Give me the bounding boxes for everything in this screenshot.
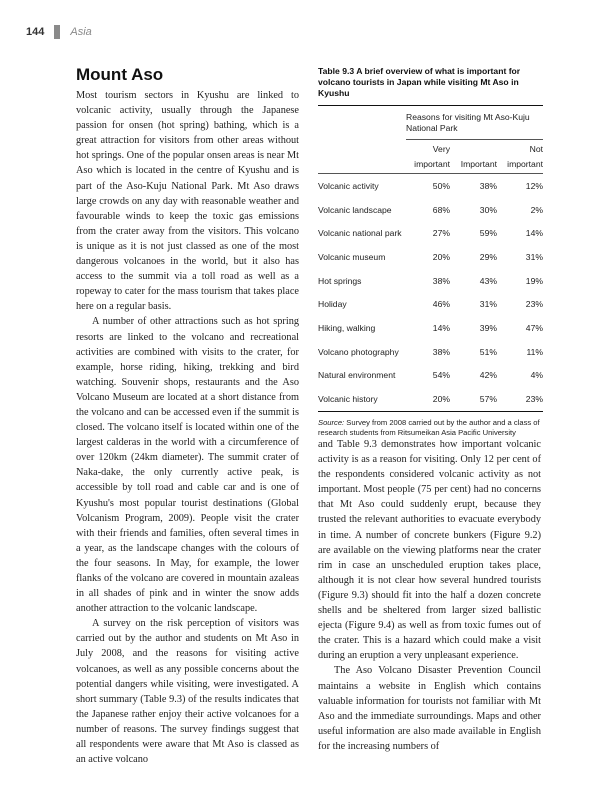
cell-very: 54%: [432, 370, 450, 381]
cell-very: 46%: [432, 299, 450, 310]
source-label: Source:: [318, 417, 345, 427]
paragraph-3: A survey on the risk perception of visitors was carried out by the author and students on Mt Aso in July 2008, and the reasons for visiting active volcanoes, as well as any possible concerns about the potential dangers while visiting, were investigated. A short summary (Table 9.3) of the results indicates that the Japanese rather enjoy their active volcanoes for a number of reasons. The survey findings suggest that all respondents were aware that Mt Aso is classed as an active volcano: [76, 618, 299, 766]
row-label: Volcanic activity: [318, 180, 379, 191]
row-label: Volcanic history: [318, 394, 378, 405]
cell-not: 12%: [525, 180, 543, 191]
cell-not: 23%: [525, 299, 543, 310]
col-important-label: Important: [460, 158, 497, 169]
cell-not: 19%: [525, 275, 543, 286]
right-column: [318, 437, 541, 754]
cell-important: 42%: [479, 370, 497, 381]
table-grid: [318, 106, 543, 139]
cell-very: 20%: [432, 251, 450, 262]
paragraph-2: A number of other attractions such as hot spring resorts are linked to the volcano and recreational activities are combined with visits to the crater, for example, horse riding, hiking, trekking and bird watching. Souvenir shops, restaurants and the Aso Volcano Museum are located at a short distance from the volcano and can be accessed even if the summit is closed. The volcano itself is located within one of the largest calderas in the world with a circumference of over 120km (24km diameter). The summit crater of Naka-dake, the only currently active peak, is accessible by toll road and cable car and is one of Kyushu's most popular tourist destinations (Global Volcanism Program, 2009). People visit the crater with their friends and families, often several times in a year, as the landscape changes with the colours of the four seasons. In May, for example, the lower flanks of the volcano are covered in mountain azaleas in all shades of pink and in winter the snow adds another attraction to the volcanic landscape.: [76, 316, 299, 615]
cell-very: 38%: [432, 275, 450, 286]
row-label: Volcano photography: [318, 346, 399, 357]
paragraph-4: and Table 9.3 demonstrates how important volcanic activity is as a reason for visiting. Only 12 per cent of the respondents considered volcanic activity as not important. Most people (75 per cent) had no concerns that Mt Aso could suddenly erupt, because they trusted the relevant authorities to evacuate everybody in time. A number of concrete bunkers (Figure 9.2) are available on the viewing platforms near the crater rim in case an unscheduled eruption takes place, although it is not clear how several hundred tourists (Figure 9.3) should fit into the half a dozen concrete shells and be sheltered from larger sized ballistic ejecta (Figure 9.4) as well as from toxic fumes out of the crater. This is a hazard which could make a visit during an eruption a very unpleasant experience.: [318, 439, 541, 662]
chapter-title: Asia: [70, 26, 92, 38]
cell-very: 68%: [432, 204, 450, 215]
table-row: [318, 221, 543, 245]
table-body: [318, 174, 543, 411]
cell-not: 2%: [530, 204, 543, 215]
col-very-important: [404, 140, 450, 173]
col-not-important: [497, 140, 543, 173]
running-header: [26, 25, 92, 39]
cell-important: 31%: [479, 299, 497, 310]
cell-very: 50%: [432, 180, 450, 191]
table-row: [318, 316, 543, 340]
row-label: Natural environment: [318, 370, 396, 381]
row-label: Hot springs: [318, 275, 362, 286]
left-column: [76, 88, 299, 767]
cell-very: 38%: [432, 346, 450, 357]
row-label: Holiday: [318, 299, 347, 310]
table-column-header: [318, 140, 543, 173]
table-row: [318, 269, 543, 293]
cell-very: 14%: [432, 322, 450, 333]
paragraph-5: The Aso Volcano Disaster Prevention Council maintains a website in English which contains valuable information for tourists not familiar with Mt Aso and the immediate surroundings. Maps and other useful information are also made available in English for the increasing numbers of: [318, 665, 541, 752]
cell-important: 39%: [479, 322, 497, 333]
col-not-line1: Not: [529, 143, 543, 154]
cell-not: 47%: [525, 322, 543, 333]
row-label: Hiking, walking: [318, 322, 376, 333]
cell-not: 31%: [525, 251, 543, 262]
row-label: Volcanic national park: [318, 228, 402, 239]
table-row: [318, 174, 543, 198]
source-text: Survey from 2008 carried out by the author and a class of research students from Ritsumeikan Asia Pacific University: [318, 417, 540, 437]
cell-very: 20%: [432, 394, 450, 405]
table-row: [318, 245, 543, 269]
table-9-3: [318, 66, 543, 438]
table-column-header-row: [318, 140, 543, 173]
col-very-line1: Very: [432, 143, 450, 154]
table-row: [318, 387, 543, 411]
col-very-line2: important: [414, 158, 450, 169]
cell-important: 43%: [479, 275, 497, 286]
table-row: [318, 364, 543, 388]
cell-important: 57%: [479, 394, 497, 405]
page-number: 144: [26, 26, 45, 38]
group-header: Reasons for visiting Mt Aso-Kuju National Park: [406, 111, 530, 133]
cell-not: 14%: [525, 228, 543, 239]
col-not-line2: important: [507, 158, 543, 169]
cell-important: 59%: [479, 228, 497, 239]
section-title: Mount Aso: [76, 65, 164, 84]
cell-not: 4%: [530, 370, 543, 381]
cell-important: 51%: [479, 346, 497, 357]
paragraph-1: Most tourism sectors in Kyushu are linked to volcanic activity, usually through the Japanese passion for onsen (hot spring) bathing, which is a great attraction for visitors from other areas without hot springs. One of the popular onsen areas is near Mt Aso which is located in the centre of Kyushu and is part of the Aso-Kuju National Park. Mt Aso draws large crowds on any day with reasonable weather and favourable winds to keep the toxic gas emissions from the crater away from the visitors. This volcano is unique as it is not just classed as one of the most dangerous volcanoes in the world, but it also has access to the summit via a toll road as well as a ropeway to cater for the mass tourism that takes place here on a regular basis.: [76, 90, 299, 313]
cell-very: 27%: [432, 228, 450, 239]
row-label: Volcanic landscape: [318, 204, 392, 215]
cell-not: 11%: [526, 346, 543, 357]
table-source-note: [318, 418, 543, 438]
table-row: [318, 292, 543, 316]
table-row: [318, 198, 543, 222]
cell-important: 38%: [479, 180, 497, 191]
cell-important: 30%: [479, 204, 497, 215]
col-important: [450, 140, 497, 173]
table-caption: Table 9.3 A brief overview of what is important for volcano tourists in Japan while visiting Mt Aso in Kyushu: [318, 66, 521, 98]
row-label: Volcanic museum: [318, 251, 386, 262]
cell-important: 29%: [479, 251, 497, 262]
cell-not: 23%: [525, 394, 543, 405]
header-bar: [54, 25, 60, 39]
table-row: [318, 340, 543, 364]
table-bottom-rule: [318, 411, 543, 412]
table-group-header-row: [318, 106, 543, 139]
